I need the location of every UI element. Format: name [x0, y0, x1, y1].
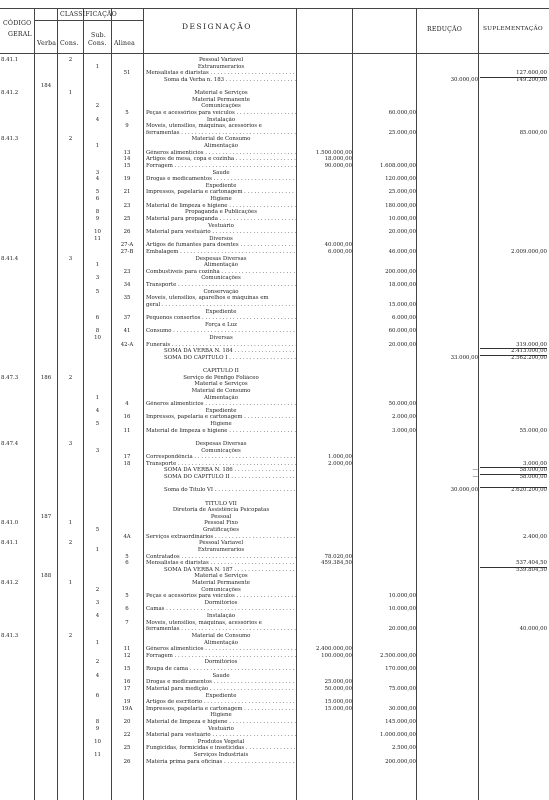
cell-desc: Impressos, papelaria e cartonagem . . .: [146, 414, 296, 421]
cell-alin: 37: [123, 315, 131, 322]
cell-desc: Dormitórios: [204, 599, 238, 606]
cell-desc: Matéria prima para oficinas . . .: [146, 759, 296, 766]
cell-desc: Alimentação: [204, 262, 238, 269]
cell-sup: 319.000,00: [516, 341, 547, 348]
cell-a: 90.000,00: [324, 162, 352, 169]
cell-alin: 26: [123, 229, 131, 236]
cell-red: —: [472, 467, 478, 474]
cell-desc: Transporte . . .: [146, 461, 296, 468]
cell-desc: Material e Serviços: [194, 573, 248, 580]
cell-desc: Drogas e medicamentos . . .: [146, 679, 296, 686]
cell-code: 8.41.3: [1, 136, 19, 143]
cell-alin: 16: [123, 414, 131, 421]
cell-alin: 9: [125, 123, 129, 130]
cell-sub: 10: [94, 229, 101, 236]
cell-a: 40.000,00: [324, 242, 352, 249]
cell-cons: 2: [68, 136, 73, 143]
header-designacao: DESIGNAÇÃO: [182, 22, 252, 31]
cell-b: 3.000,00: [391, 427, 416, 434]
cell-desc: Saude: [212, 672, 230, 679]
cell-desc: Serviços extraordinários . . .: [146, 534, 296, 541]
total-rule: [480, 567, 547, 568]
cell-desc: ferramentas . . .: [146, 130, 296, 137]
cell-desc: Material para propaganda . . .: [146, 216, 296, 223]
cell-desc: Produtos Vegetal: [197, 738, 245, 745]
cell-desc: TITULO VII: [205, 500, 237, 507]
cell-desc: Impressos, papelaria e cartonagem . . .: [146, 706, 296, 713]
cell-alin: 6: [125, 606, 129, 613]
cell-cons: 3: [68, 440, 73, 447]
cell-alin: 51: [123, 70, 131, 77]
header-reducao: REDUÇÃO: [427, 26, 463, 33]
cell-desc: Moveis, utensilios, aparelhos e máquinas em: [146, 295, 269, 302]
cell-desc: Correspondência . . .: [146, 454, 296, 461]
cell-b: 170.000,00: [385, 666, 416, 673]
cell-desc: Pessoal Variavel: [198, 57, 244, 63]
cell-alin: 12: [123, 652, 131, 659]
cell-alin: 16: [123, 679, 131, 686]
cell-sub: 3: [95, 447, 100, 454]
cell-alin: 11: [123, 646, 131, 653]
cell-sup: 2.562.200,00: [510, 354, 547, 361]
cell-sup: 2.009.000,00: [510, 248, 547, 255]
cell-desc: Propaganda e Publicações: [185, 209, 257, 216]
cell-sub: 1: [95, 639, 100, 646]
cell-desc: Comunicações: [201, 103, 241, 110]
cell-sub: 8: [95, 328, 100, 335]
cell-sub: 2: [95, 586, 100, 593]
cell-sub: 4: [95, 613, 100, 620]
cell-sub: 11: [94, 235, 101, 242]
cell-alin: 27-A: [120, 242, 134, 249]
cell-desc: Forragem . . .: [146, 653, 296, 660]
cell-b: 1.608.000,00: [379, 162, 416, 169]
cell-alin: 35: [123, 295, 131, 302]
cell-sub: 1: [95, 143, 100, 150]
cell-desc: Drogas e medicamentos . . .: [146, 176, 296, 183]
cell-a: 25.000,00: [324, 679, 352, 686]
cell-desc: Dormitórios: [204, 659, 238, 666]
cell-b: 60.000,00: [388, 328, 416, 335]
cell-verba: 186: [40, 374, 52, 381]
cell-desc: Transporte . . .: [146, 282, 296, 289]
cell-alin: 6: [125, 560, 129, 567]
cell-desc: Forragem . . .: [146, 163, 296, 170]
cell-alin: 15: [123, 162, 131, 169]
cell-desc: Material e Serviços: [194, 90, 248, 97]
cell-b: 120.000,00: [385, 176, 416, 183]
cell-alin: 19: [123, 176, 131, 183]
cell-b: 30.000,00: [388, 705, 416, 712]
cell-sup: 40.000,00: [519, 626, 547, 633]
cell-desc: Pequenos consertos . . .: [146, 315, 296, 322]
cell-desc: Material de limpeza e higiene . . .: [146, 428, 296, 435]
cell-desc: Extranumerarios: [197, 546, 245, 553]
cell-alin: 25: [123, 745, 131, 752]
cell-desc: SOMA DO CAPITULO II . . .: [146, 474, 296, 481]
total-rule: [480, 487, 547, 488]
cell-alin: 5: [125, 593, 129, 600]
cell-desc: SOMA DA VERBA N. 187 . . .: [146, 567, 296, 574]
cell-desc: Moveis, utensilios, máquinas, acessórios e: [146, 619, 262, 626]
cell-cons: 3: [68, 255, 73, 262]
cell-desc: Pessoal Fixo: [204, 520, 238, 527]
cell-a: 100.000,00: [321, 652, 352, 659]
cell-verba: 188: [40, 573, 52, 580]
cell-sub: 4: [95, 672, 100, 679]
cell-b: 20.000,00: [388, 341, 416, 348]
cell-verba: 187: [40, 513, 52, 520]
cell-a: 6.000,00: [327, 248, 352, 255]
cell-sub: 9: [95, 725, 100, 732]
cell-desc: ferramentas . . .: [146, 626, 296, 633]
cell-sub: 1: [95, 262, 100, 269]
cell-desc: Gêneros alimentícios . . .: [146, 150, 296, 157]
cell-alin: 18: [123, 460, 131, 467]
cell-sub: 6: [95, 315, 100, 322]
cell-b: 145.000,00: [385, 719, 416, 725]
cell-desc: Vestuário: [208, 222, 234, 229]
cell-cons: 2: [68, 632, 73, 639]
cell-a: 1.000,00: [327, 454, 352, 461]
cell-desc: Despesas Diversas: [195, 440, 247, 447]
cell-sub: 6: [95, 692, 100, 699]
cell-desc: Material de Consumo: [191, 632, 251, 639]
cell-sub: 5: [95, 527, 100, 534]
cell-desc: Alimentação: [204, 143, 238, 150]
cell-sub: 8: [95, 209, 100, 216]
cell-b: 25.000,00: [388, 189, 416, 196]
header-alinea: Alinea: [114, 40, 135, 47]
classificacao-rule: [34, 20, 143, 21]
cell-alin: 23: [123, 202, 131, 209]
cell-desc: Artigos de mesa, copa e cozinha . . .: [146, 156, 296, 163]
cell-desc: Expediente: [205, 407, 237, 414]
cell-red: 30.000,00: [450, 487, 478, 494]
cell-code: 8.41.1: [1, 540, 19, 547]
cell-desc: Diversas: [209, 335, 233, 342]
cell-desc: Expediente: [205, 308, 237, 315]
cell-sub: 3: [95, 599, 100, 606]
cell-desc: Instalação: [206, 613, 236, 620]
cell-desc: Consumo . . .: [146, 328, 296, 335]
cell-alin: 13: [123, 149, 131, 156]
cell-sub: 6: [95, 196, 100, 203]
cell-a: 18.000,00: [324, 156, 352, 163]
cell-desc: Material de limpeza e higiene . . .: [146, 203, 296, 210]
cell-code: 8.41.4: [1, 255, 19, 262]
cell-desc: Serviço de Pênfigo Foliáceo: [183, 374, 259, 381]
header-codigo: CÓDIGO: [3, 20, 32, 27]
cell-code: 8.41.3: [1, 632, 19, 639]
cell-desc: Despesas Diversas: [195, 255, 247, 262]
cell-a: 78.020,00: [324, 553, 352, 560]
cell-sub: 1: [95, 63, 100, 70]
cell-alin: 34: [123, 282, 131, 289]
cell-alin: 17: [123, 685, 131, 692]
cell-b: 18.000,00: [388, 282, 416, 289]
cell-desc: Gêneros alimentícios . . .: [146, 401, 296, 408]
cell-sub: 4: [95, 407, 100, 414]
cell-desc: Higiene: [210, 196, 232, 203]
cell-desc: Camas . . .: [146, 606, 296, 613]
header-verba: Verba: [37, 40, 57, 47]
cell-alin: 20: [123, 719, 131, 725]
cell-sup: 2.620.200,00: [510, 487, 547, 494]
cell-b: 75.000,00: [388, 685, 416, 692]
cell-sup: 2.400,00: [522, 533, 547, 540]
cell-desc: SOMA DA VERBA N. 184 . . .: [146, 348, 296, 355]
cell-sub: 8: [95, 719, 100, 725]
cell-alin: 4A: [123, 533, 131, 540]
cell-desc: Mensalistas e diaristas . . .: [146, 560, 296, 567]
cell-desc: Artigos de fumantes para doentes . . .: [146, 242, 296, 249]
cell-desc: Funerais . . .: [146, 342, 296, 349]
cell-desc: Mensalistas e diaristas . . .: [146, 70, 296, 77]
cell-cons: 2: [68, 374, 73, 381]
cell-desc: Roupa de cama . . .: [146, 666, 296, 673]
cell-b: 200.000,00: [385, 268, 416, 275]
cell-desc: geral . . .: [146, 302, 296, 309]
cell-desc: Impressos, papelaria e cartonagem . . .: [146, 189, 296, 196]
header-cons: Cons.: [60, 40, 79, 47]
cell-desc: Soma da Verba n. 183 . . .: [146, 77, 296, 84]
total-rule: [480, 77, 547, 78]
cell-sub: 4: [95, 116, 100, 123]
cell-desc: Higiene: [210, 712, 232, 719]
cell-a: 15.000,00: [324, 705, 352, 712]
cell-sup: 58.000,00: [519, 467, 547, 474]
header-top-rule: [0, 8, 549, 9]
cell-sub: 10: [94, 738, 101, 745]
cell-desc: Alimentação: [204, 639, 238, 646]
cell-desc: Conservação: [203, 288, 239, 295]
cell-alin: 23: [123, 268, 131, 275]
cell-desc: Material Permanente: [191, 579, 250, 586]
cell-sup: 2.413.000,00: [510, 348, 547, 355]
cell-cons: 2: [68, 57, 73, 63]
cell-desc: Higiene: [210, 421, 232, 428]
cell-desc: Instalação: [206, 116, 236, 123]
cell-b: 10.000,00: [388, 606, 416, 613]
header-bottom-rule: [0, 53, 549, 54]
cell-alin: 11: [123, 427, 131, 434]
cell-a: 1.500.000,00: [315, 149, 352, 156]
cell-desc: Serviços Industriais: [193, 752, 249, 759]
cell-code: 8.47.4: [1, 440, 19, 447]
cell-desc: Contratados . . .: [146, 554, 296, 561]
cell-alin: 42-A: [120, 341, 134, 348]
cell-red: 30.000,00: [450, 76, 478, 83]
cell-alin: 41: [123, 328, 131, 335]
cell-b: 1.000.000,00: [379, 732, 416, 739]
cell-alin: 27-B: [120, 248, 134, 255]
cell-b: 60.000,00: [388, 109, 416, 116]
total-rule: [480, 467, 547, 468]
cell-desc: Embalagem . . .: [146, 249, 296, 256]
cell-alin: 26: [123, 758, 131, 765]
cell-alin: 19: [123, 699, 131, 706]
cell-sub: 5: [95, 421, 100, 428]
cell-sub: 10: [94, 335, 101, 342]
cell-code: 8.47.3: [1, 374, 19, 381]
table-row: [0, 759, 549, 766]
cell-desc: Moveis, utensilios, máquinas, acessórios e: [146, 123, 262, 130]
header-subcons-1: Sub.: [91, 32, 106, 39]
cell-b: 2.500,00: [391, 745, 416, 752]
cell-desc: Peças e acessórios para veículos . . .: [146, 593, 296, 600]
cell-desc: Peças e acessórios para veículos . . .: [146, 110, 296, 117]
cell-alin: 15: [123, 666, 131, 673]
cell-b: 10.000,00: [388, 593, 416, 600]
cell-red: 33.000,00: [450, 354, 478, 361]
cell-b: 6.000,00: [391, 315, 416, 322]
header-subcons-2: Cons.: [88, 40, 107, 47]
cell-sub: 9: [95, 215, 100, 222]
cell-desc: Gêneros alimentícios . . .: [146, 646, 296, 653]
cell-alin: 22: [123, 732, 131, 739]
cell-desc: Pessoal Variavel: [198, 540, 244, 547]
cell-desc: Saude: [212, 169, 230, 176]
cell-desc: Diretoria de Assistência Psicopatas: [172, 507, 270, 514]
cell-sub: 5: [95, 189, 100, 196]
header-classificacao: CLASSIFICAÇÃO: [60, 11, 117, 18]
cell-sub: 3: [95, 169, 100, 176]
cell-desc: Gratificações: [202, 527, 240, 534]
cell-b: 20.000,00: [388, 229, 416, 236]
cell-sub: 1: [95, 394, 100, 401]
cell-code: 8.41.2: [1, 579, 19, 586]
header-geral: GERAL: [8, 31, 32, 38]
cell-sup: 127.600,00: [516, 70, 547, 77]
cell-desc: Comunicações: [201, 586, 241, 593]
cell-alin: 4: [125, 401, 129, 408]
header-suplementacao: SUPLEMENTAÇÃO: [483, 26, 543, 32]
cell-code: 8.41.0: [1, 520, 19, 527]
cell-alin: 25: [123, 215, 131, 222]
cell-sub: 11: [94, 752, 101, 759]
cell-desc: Extranumerarios: [197, 63, 245, 70]
cell-cons: 2: [68, 540, 73, 547]
cell-alin: 21: [123, 189, 131, 196]
cell-alin: 17: [123, 454, 131, 461]
cell-desc: Material e Serviços: [194, 381, 248, 388]
cell-desc: Vestuário: [208, 725, 234, 732]
cell-desc: Material de limpeza e higiene . . .: [146, 719, 296, 726]
cell-sup: 85.000,00: [519, 129, 547, 136]
cell-desc: Material de Consumo: [191, 388, 251, 394]
cell-b: 2.500.000,00: [379, 652, 416, 659]
total-rule: [480, 474, 547, 475]
cell-alin: 14: [123, 156, 131, 163]
cell-desc: Material para vestuário . . .: [146, 732, 296, 739]
cell-b: 2.000,00: [391, 414, 416, 421]
cell-desc: Artigos de escritório . . .: [146, 699, 296, 706]
cell-sup: 55.000,00: [519, 427, 547, 434]
cell-desc: Alimentação: [204, 394, 238, 401]
cell-alin: 7: [125, 619, 129, 626]
cell-desc: Combustíveis para cozinha . . .: [146, 269, 296, 276]
cell-desc: CAPITULO II: [203, 368, 239, 375]
cell-desc: Fungicidas, formicidas e inseticidas . . .: [146, 745, 296, 752]
cell-desc: Material de Consumo: [191, 136, 251, 143]
cell-a: 15.000,00: [324, 699, 352, 706]
cell-b: 46.000,00: [388, 248, 416, 255]
cell-desc: Força e Luz: [204, 321, 237, 328]
cell-cons: 1: [68, 579, 73, 586]
cell-cons: 1: [68, 90, 73, 97]
cell-code: 8.41.1: [1, 57, 19, 63]
cell-b: 180.000,00: [385, 202, 416, 209]
cell-desc: Diversos: [209, 235, 233, 242]
cell-alin: 19A: [121, 705, 133, 712]
cell-verba: 184: [40, 83, 52, 90]
cell-desc: Material Permanente: [191, 96, 250, 103]
cell-alin: 5: [125, 109, 129, 116]
cell-desc: Material para vestuário . . .: [146, 229, 296, 236]
cell-desc: Comunicações: [201, 447, 241, 454]
cell-desc: SOMA DO CAPITULO I . . .: [146, 355, 296, 362]
cell-b: 20.000,00: [388, 626, 416, 633]
cell-sub: 5: [95, 288, 100, 295]
cell-desc: Soma do Título VI . . .: [146, 487, 296, 494]
cell-sub: 2: [95, 103, 100, 110]
cell-desc: Pessoal: [210, 513, 232, 520]
cell-sup: 539.804,50: [516, 566, 547, 573]
cell-sup: 3.000,00: [522, 460, 547, 467]
cell-desc: Expediente: [205, 692, 237, 699]
cell-a: 2.000,00: [327, 460, 352, 467]
cell-cons: 1: [68, 520, 73, 527]
cell-desc: Comunicações: [201, 275, 241, 282]
cell-sub: 4: [95, 176, 100, 183]
cell-b: 200.000,00: [385, 758, 416, 765]
cell-sup: 537.404,50: [516, 560, 547, 567]
cell-desc: Material para medição . . .: [146, 686, 296, 693]
cell-sub: 1: [95, 546, 100, 553]
cell-sup: 149.200,00: [516, 76, 547, 83]
cell-b: 25.000,00: [388, 129, 416, 136]
cell-sub: 2: [95, 659, 100, 666]
cell-sup: 58.000,00: [519, 474, 547, 481]
cell-code: 8.41.2: [1, 90, 19, 97]
cell-red: —: [472, 474, 478, 481]
cell-a: 459.384,50: [321, 560, 352, 567]
cell-alin: 5: [125, 553, 129, 560]
cell-desc: SOMA DA VERBA N. 186 . . .: [146, 467, 296, 474]
cell-desc: Expediente: [205, 182, 237, 189]
cell-a: 50.000,00: [324, 685, 352, 692]
cell-b: 10.000,00: [388, 215, 416, 222]
total-rule: [480, 355, 547, 356]
cell-b: 15.000,00: [388, 301, 416, 308]
cell-a: 2.400.000,00: [315, 646, 352, 653]
total-rule: [480, 348, 547, 349]
cell-sub: 3: [95, 275, 100, 282]
cell-b: 50.000,00: [388, 401, 416, 408]
